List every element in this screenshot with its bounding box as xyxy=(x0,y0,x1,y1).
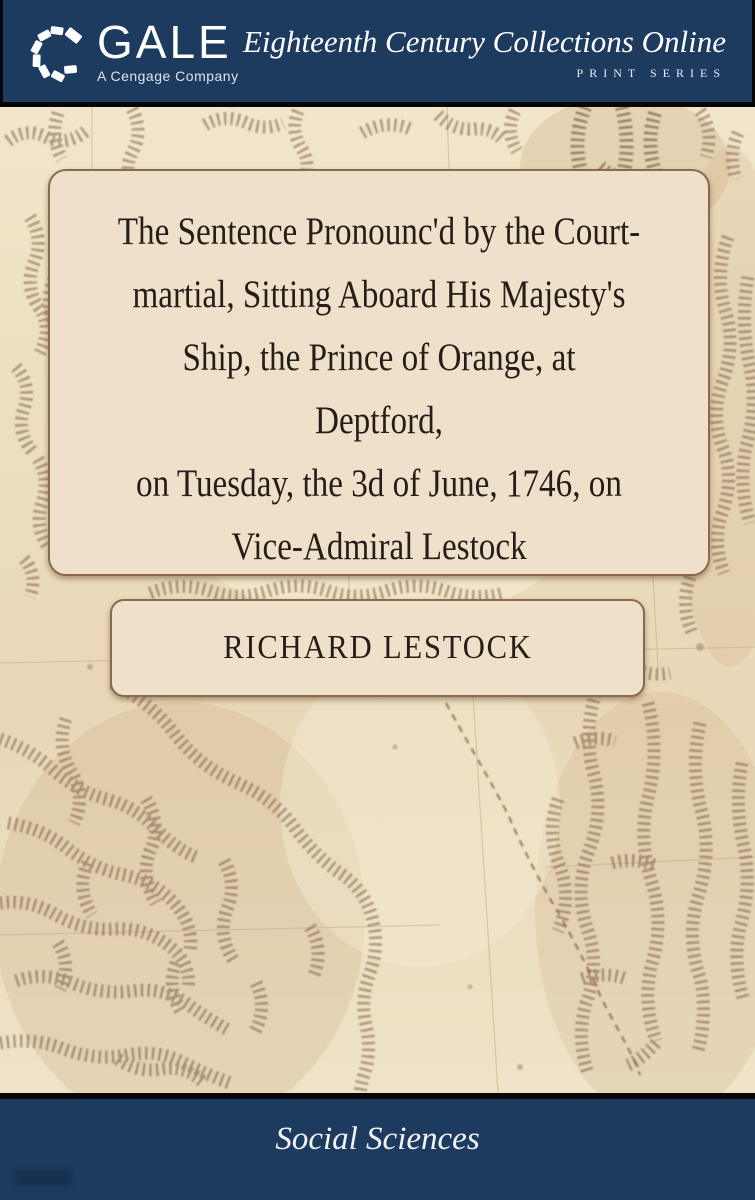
title-line: Ship, the Prince of Orange, at Deptford, xyxy=(182,335,576,442)
title-line: The Sentence Pronounc'd by the Court- xyxy=(117,209,641,253)
title-line: martial, Sitting Aboard His Majesty's xyxy=(132,272,626,316)
author-panel xyxy=(110,599,645,697)
title-line: on Tuesday, the 3d of June, 1746, on xyxy=(136,461,622,505)
series-subtitle: PRINT SERIES xyxy=(576,65,726,80)
book-title xyxy=(115,200,644,578)
brand-text-block xyxy=(97,15,239,84)
book-author: RICHARD LESTOCK xyxy=(222,629,533,666)
cover-body xyxy=(0,107,755,1093)
brand-name: GALE xyxy=(97,15,232,68)
series-title-block xyxy=(243,25,726,80)
title-panel xyxy=(48,169,710,576)
brand-tagline: A Cengage Company xyxy=(97,67,239,84)
category-footer-bar xyxy=(0,1093,755,1200)
series-title: Eighteenth Century Collections Online xyxy=(243,24,726,60)
faint-watermark xyxy=(14,1170,72,1186)
publisher-header-bar xyxy=(0,0,755,107)
gale-brand xyxy=(25,15,239,84)
gale-pinwheel-icon xyxy=(25,20,87,82)
title-line: Vice-Admiral Lestock xyxy=(231,524,527,568)
category-label: Social Sciences xyxy=(275,1121,480,1157)
